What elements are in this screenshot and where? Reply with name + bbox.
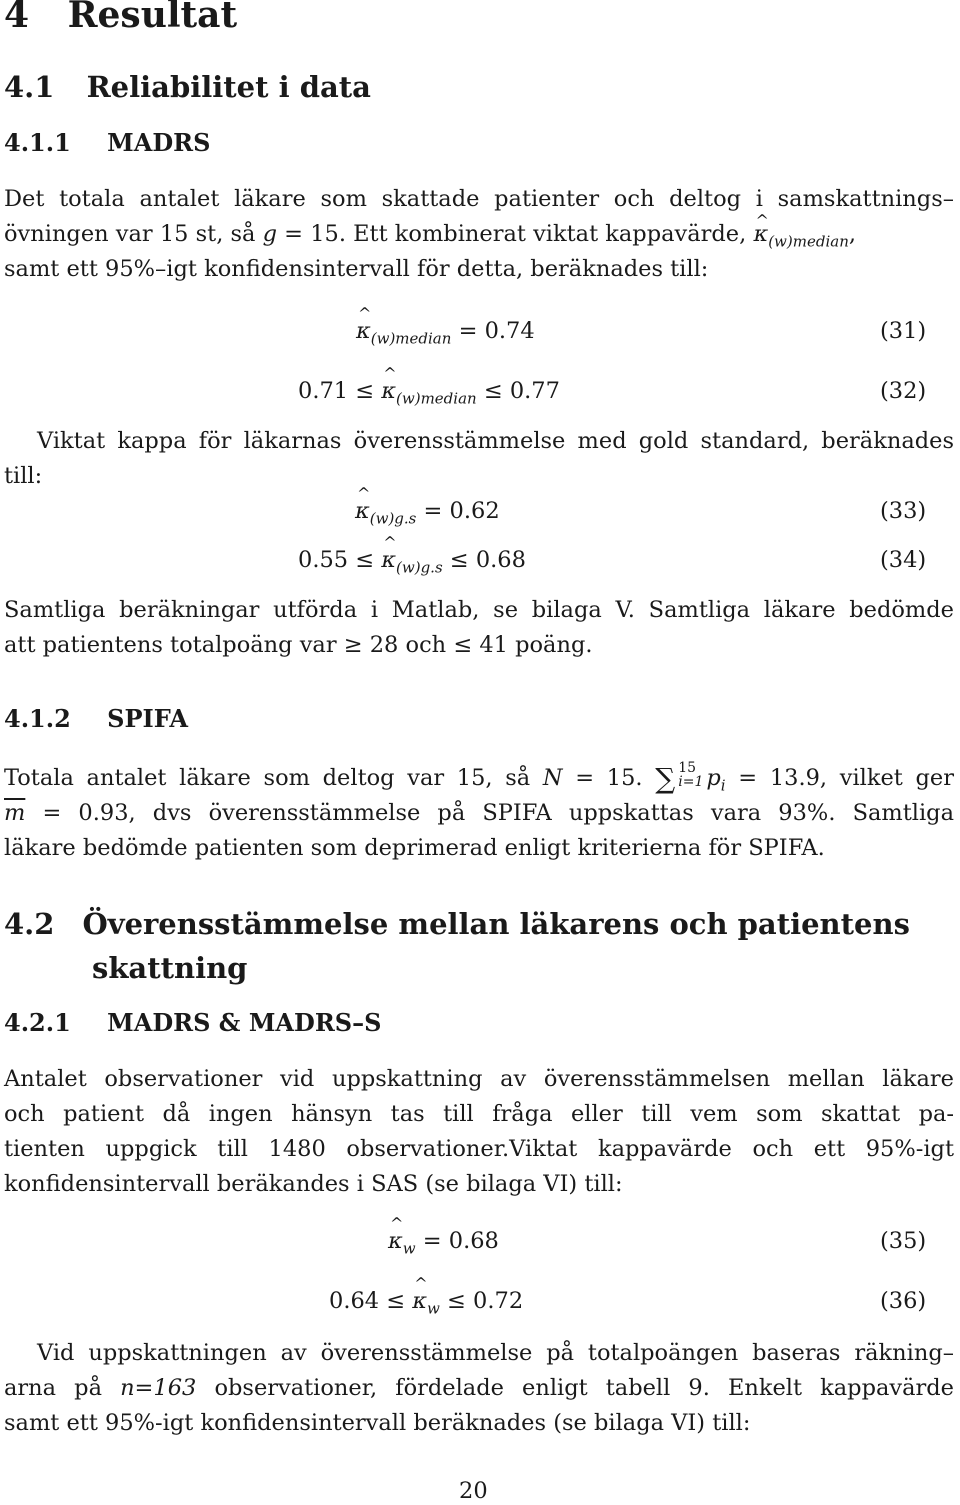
section-title: SPIFA bbox=[107, 704, 189, 733]
text-fragment: övningen var 15 st, så bbox=[4, 221, 263, 247]
section-number: 4.1.2 bbox=[4, 704, 71, 733]
section-number: 4.1 bbox=[4, 70, 55, 104]
math-var: p bbox=[706, 765, 721, 791]
text-fragment: observationer, fördelade enligt tabell 9. Enkelt kappavärde bbox=[196, 1375, 954, 1401]
equation-36 bbox=[329, 1288, 524, 1318]
math-rhs: = 0.62 bbox=[416, 498, 500, 524]
equation-33 bbox=[355, 498, 500, 528]
paragraph-observations bbox=[4, 1062, 954, 1202]
math-subscript: (w)g.s bbox=[396, 558, 443, 577]
equation-34 bbox=[298, 547, 526, 577]
text-line: Samtliga beräkningar utförda i Matlab, se bilaga V. Samtliga läkare bedömde bbox=[4, 597, 954, 623]
text-line bbox=[4, 1371, 954, 1406]
text-line bbox=[4, 217, 954, 252]
math-var: $\overline{m}$ bbox=[4, 800, 26, 826]
text-line: läkare bedömde patienten som deprimerad enligt kriterierna för SPIFA. bbox=[4, 835, 825, 861]
math-subscript: i bbox=[720, 776, 726, 795]
section-title: MADRS & MADRS–S bbox=[107, 1008, 382, 1037]
equation-35 bbox=[388, 1228, 499, 1258]
math-kappa: ^ κ bbox=[412, 1288, 427, 1314]
paragraph-totalpoang bbox=[4, 1336, 954, 1441]
text-fragment: arna på bbox=[4, 1375, 121, 1401]
equation-number: (33) bbox=[880, 498, 927, 524]
math-subscript: w bbox=[427, 1299, 440, 1318]
sum-symbol: ∑ bbox=[655, 762, 676, 795]
math-var: N bbox=[542, 765, 563, 791]
math-var: g bbox=[262, 221, 278, 247]
text-fragment: = 13.9, vilket ger bbox=[725, 765, 954, 791]
paragraph-matlab bbox=[4, 593, 954, 663]
math-kappa: ^ κ bbox=[381, 547, 396, 573]
text-line: konfidensintervall beräkandes i SAS (se bilaga VI) till: bbox=[4, 1171, 623, 1197]
text-fragment: , bbox=[848, 221, 857, 247]
section-4-2-1-heading bbox=[4, 1008, 381, 1037]
text-line: till: bbox=[4, 463, 43, 489]
section-title: Överensstämmelse mellan läkarens och patientens bbox=[82, 907, 910, 941]
paragraph-madrs-intro bbox=[4, 182, 954, 287]
sum-upper: 15 bbox=[678, 760, 697, 776]
math-kappa: ^ κ bbox=[355, 498, 370, 524]
text-fragment: = 15. Ett kombinerat viktat kappavärde, bbox=[277, 221, 754, 247]
math-subscript: (w)median bbox=[396, 389, 477, 408]
math-right: ≤ 0.72 bbox=[439, 1288, 524, 1314]
section-number: 4.2.1 bbox=[4, 1008, 71, 1037]
section-4-1-2-heading bbox=[4, 704, 188, 733]
text-line: Det totala antalet läkare som skattade patienter och deltog i samskattnings– bbox=[4, 186, 954, 212]
section-4-heading bbox=[4, 0, 237, 36]
section-4-2-heading bbox=[4, 902, 910, 990]
math-var: n=163 bbox=[120, 1375, 197, 1401]
math-left: 0.55 ≤ bbox=[298, 547, 382, 573]
equation-number: (32) bbox=[880, 378, 927, 404]
section-number: 4 bbox=[4, 0, 30, 36]
math-rhs: = 0.68 bbox=[415, 1228, 499, 1254]
math-subscript: (w)median bbox=[768, 232, 849, 251]
section-number: 4.2 bbox=[4, 907, 55, 941]
equation-31 bbox=[356, 318, 535, 348]
math-kappa: ^ κ bbox=[388, 1228, 403, 1254]
section-title: Reliabilitet i data bbox=[86, 70, 371, 104]
equation-number: (35) bbox=[880, 1228, 927, 1254]
equation-number: (36) bbox=[880, 1288, 927, 1314]
math-left: 0.71 ≤ bbox=[298, 378, 382, 404]
text-line: Viktat kappa för läkarnas överensstämmelse med gold standard, beräknades bbox=[37, 428, 954, 454]
equation-number: (31) bbox=[880, 318, 927, 344]
text-line bbox=[4, 796, 954, 831]
math-subscript: (w)g.s bbox=[369, 509, 417, 528]
section-4-1-1-heading bbox=[4, 128, 210, 157]
text-fragment: Totala antalet läkare som deltog var 15, så bbox=[4, 765, 543, 791]
text-line: Antalet observationer vid uppskattning av överensstämmelsen mellan läkare bbox=[4, 1066, 954, 1092]
math-kappa: ^ κ bbox=[356, 318, 371, 344]
math-subscript: (w)median bbox=[370, 329, 452, 348]
math-subscript: w bbox=[402, 1239, 416, 1258]
paragraph-gold-standard bbox=[4, 424, 954, 494]
equation-number: (34) bbox=[880, 547, 927, 573]
text-line: och patient då ingen hänsyn tas till fråga eller till vem som skattat pa- bbox=[4, 1101, 954, 1127]
section-title: MADRS bbox=[107, 128, 211, 157]
text-fragment: = 0.93, dvs överensstämmelse på SPIFA uppskattas vara 93%. Samtliga bbox=[25, 800, 954, 826]
math-kappa: ^ κ bbox=[753, 217, 768, 252]
math-left: 0.64 ≤ bbox=[329, 1288, 413, 1314]
sum-limits bbox=[678, 761, 703, 789]
sum-lower: i=1 bbox=[678, 774, 704, 790]
section-number: 4.1.1 bbox=[4, 128, 71, 157]
math-right: ≤ 0.77 bbox=[476, 378, 560, 404]
math-right: ≤ 0.68 bbox=[442, 547, 526, 573]
text-line: samt ett 95%–igt konfidensintervall för detta, beräknades till: bbox=[4, 256, 709, 282]
text-line: samt ett 95%-igt konfidensintervall beräknades (se bilaga VI) till: bbox=[4, 1410, 751, 1436]
paragraph-spifa bbox=[4, 758, 954, 866]
math-rhs: = 0.74 bbox=[451, 318, 535, 344]
section-title: Resultat bbox=[67, 0, 238, 36]
text-line bbox=[4, 758, 954, 796]
page-number: 20 bbox=[459, 1478, 488, 1504]
text-line: Vid uppskattningen av överensstämmelse på totalpoängen baseras räkning– bbox=[37, 1340, 954, 1366]
section-title-cont: skattning bbox=[92, 951, 248, 985]
section-4-1-heading bbox=[4, 70, 371, 104]
text-line: att patientens totalpoäng var ≥ 28 och ≤ 41 poäng. bbox=[4, 632, 593, 658]
math-kappa: ^ κ bbox=[381, 378, 396, 404]
heading-line bbox=[4, 902, 910, 946]
text-fragment: = 15. bbox=[562, 765, 656, 791]
equation-32 bbox=[298, 378, 560, 408]
text-line: tienten uppgick till 1480 observationer.Viktat kappavärde och ett 95%-igt bbox=[4, 1136, 954, 1162]
